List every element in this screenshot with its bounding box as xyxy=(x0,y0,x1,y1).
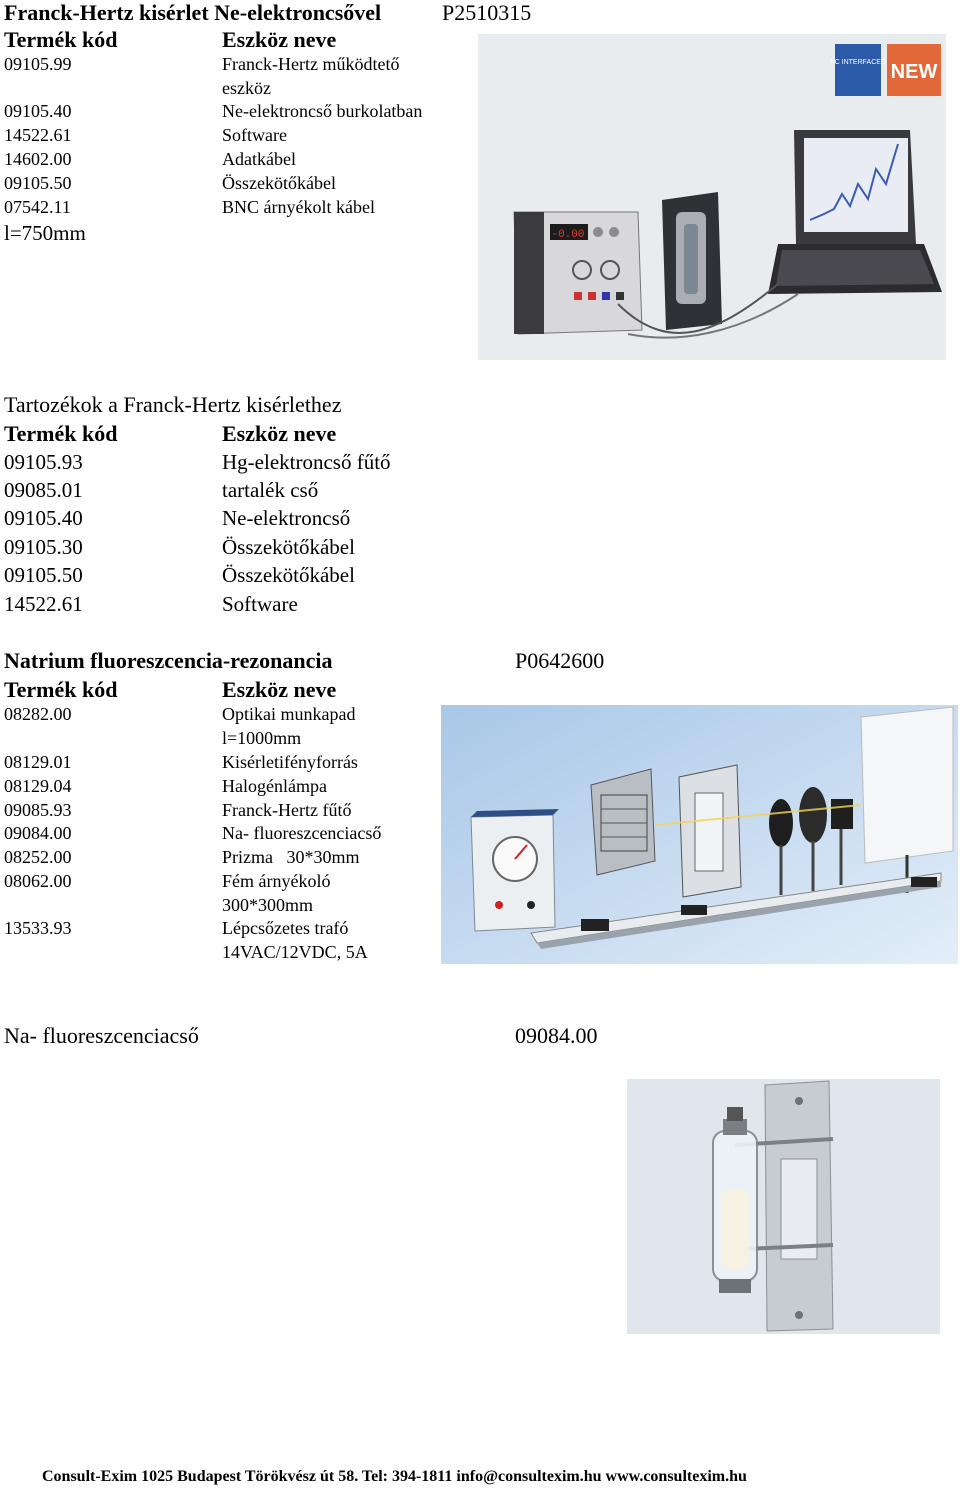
franck-hertz-apparatus-photo xyxy=(478,34,946,360)
new-badge-text: NEW xyxy=(890,61,938,83)
table-row-code: 09105.99 xyxy=(4,54,72,74)
table-row-name: Hg-elektroncső fűtő xyxy=(222,450,391,474)
table-row-code: 08252.00 xyxy=(4,847,72,867)
sodium-fluorescence-tube-photo xyxy=(627,1079,940,1334)
table-row-name: Lépcsőzetes trafó xyxy=(222,918,349,938)
table-row-name: Fém árnyékoló xyxy=(222,871,331,891)
table-row-name: Prizma 30*30mm xyxy=(222,847,360,867)
table-row-code: 09085.01 xyxy=(4,478,83,502)
table-row-name-cont: 300*300mm xyxy=(222,895,314,915)
table-row-code-cont: l=750mm xyxy=(4,221,86,245)
table-row-code: 08062.00 xyxy=(4,871,72,891)
table-row-name: Optikai munkapad xyxy=(222,704,356,724)
table-row-name-cont: l=1000mm xyxy=(222,728,302,748)
table-row-code: 09105.50 xyxy=(4,173,72,193)
section1-col-code: Termék kód xyxy=(4,27,118,52)
section4-title: Na- fluoreszcenciacső xyxy=(4,1023,199,1048)
table-row-name: Összekötőkábel xyxy=(222,173,336,193)
section1-product-code: P2510315 xyxy=(442,0,532,25)
pc-interfaced-text: PC INTERFACED xyxy=(829,59,887,66)
table-row-code: 14602.00 xyxy=(4,149,72,169)
table-row-code: 09105.93 xyxy=(4,450,83,474)
table-row-name: Software xyxy=(222,592,298,616)
table-row-name: Adatkábel xyxy=(222,149,296,169)
svg-text:-0.00: -0.00 xyxy=(551,229,585,241)
section2-col-code: Termék kód xyxy=(4,421,118,446)
table-row-code: 09085.93 xyxy=(4,800,72,820)
table-row-name: Software xyxy=(222,125,287,145)
section2-col-name: Eszköz neve xyxy=(222,421,337,446)
section3-title: Natrium fluoreszcencia-rezonancia xyxy=(4,648,333,673)
section3-col-name: Eszköz neve xyxy=(222,677,337,702)
table-row-code: 13533.93 xyxy=(4,918,72,938)
table-row-name: Összekötőkábel xyxy=(222,535,355,559)
table-row-code: 07542.11 xyxy=(4,197,71,217)
table-row-name-cont: 14VAC/12VDC, 5A xyxy=(222,942,368,962)
table-row-name: Ne-elektroncső xyxy=(222,506,351,530)
pc-interfaced-badge xyxy=(835,44,881,96)
section3-product-code: P0642600 xyxy=(515,648,605,673)
table-row-code: 09105.40 xyxy=(4,101,72,121)
table-row-code: 08129.01 xyxy=(4,752,72,772)
section1-title: Franck-Hertz kisérlet Ne-elektroncsővel xyxy=(4,0,382,25)
table-row-name: Franck-Hertz működtető xyxy=(222,54,400,74)
table-row-code: 08282.00 xyxy=(4,704,72,724)
section1-col-name: Eszköz neve xyxy=(222,27,337,52)
table-row-name: Ne-elektroncső burkolatban xyxy=(222,101,423,121)
table-row-code: 09105.40 xyxy=(4,506,83,530)
table-row-code: 09105.30 xyxy=(4,535,83,559)
table-row-name: tartalék cső xyxy=(222,478,319,502)
sodium-fluorescence-setup-photo xyxy=(441,705,958,964)
table-row-code: 09084.00 xyxy=(4,823,72,843)
table-row-name: Franck-Hertz fűtő xyxy=(222,800,352,820)
section4-product-code: 09084.00 xyxy=(515,1023,598,1048)
page-footer: Consult-Exim 1025 Budapest Törökvész út 58. Tel: 394-1811 info@consultexim.hu www.consultexim.hu xyxy=(42,1468,747,1485)
table-row-name: Összekötőkábel xyxy=(222,563,355,587)
table-row-code: 09105.50 xyxy=(4,563,83,587)
table-row-code: 14522.61 xyxy=(4,592,83,616)
section3-col-code: Termék kód xyxy=(4,677,118,702)
table-row-name-cont: eszköz xyxy=(222,78,271,98)
table-row-code: 08129.04 xyxy=(4,776,72,796)
section2-title: Tartozékok a Franck-Hertz kisérlethez xyxy=(4,392,342,417)
table-row-name: Halogénlámpa xyxy=(222,776,327,796)
table-row-name: Na- fluoreszcenciacső xyxy=(222,823,382,843)
table-row-name: BNC árnyékolt kábel xyxy=(222,197,375,217)
table-row-name: Kisérletifényforrás xyxy=(222,752,358,772)
table-row-code: 14522.61 xyxy=(4,125,72,145)
